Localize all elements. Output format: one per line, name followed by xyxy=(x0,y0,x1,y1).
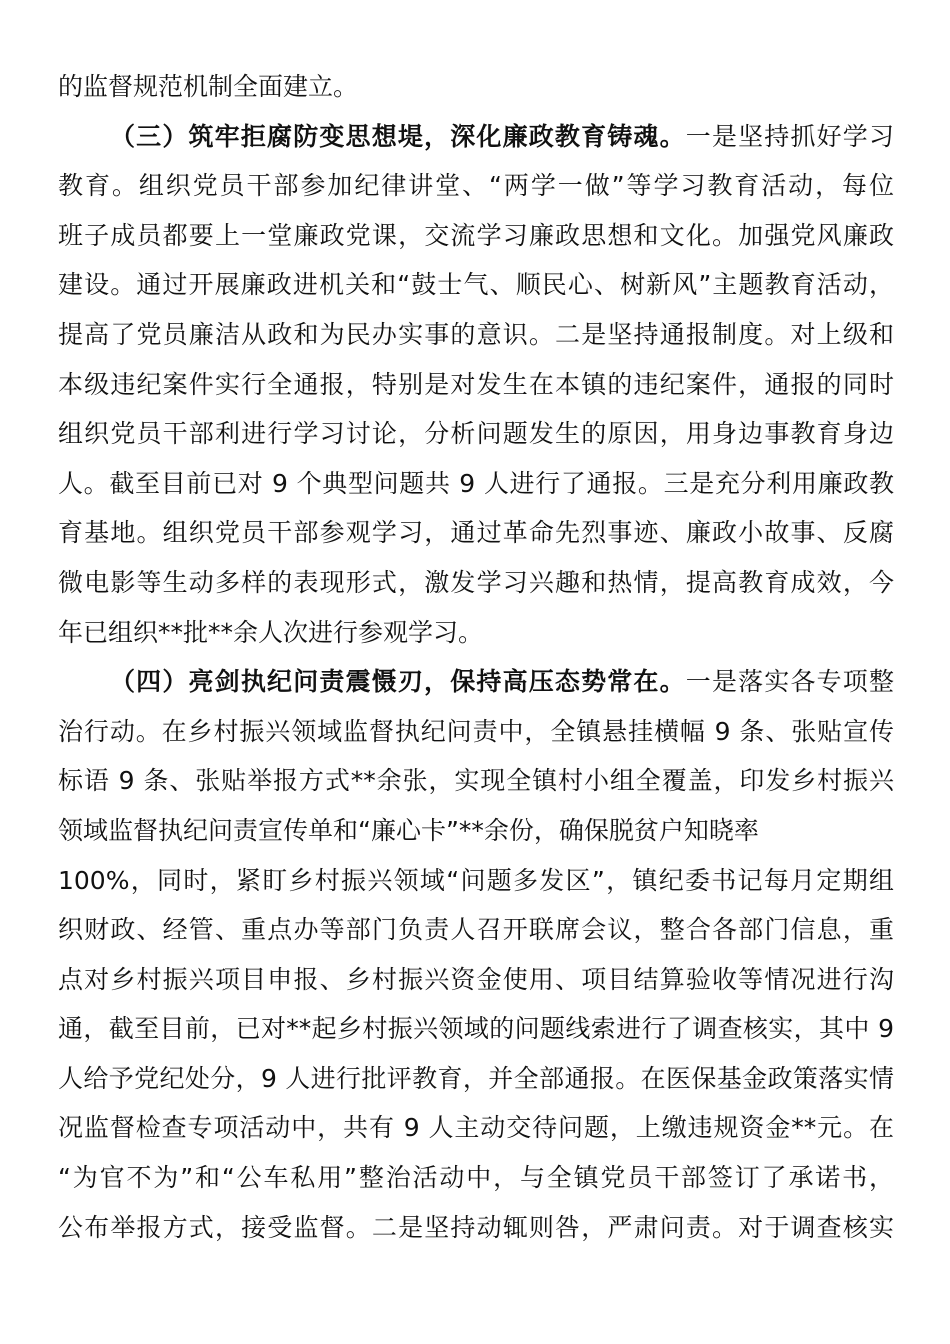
text-run: 一是坚持抓好学习 xyxy=(685,121,894,151)
section-heading-3: （三）筑牢拒腐防变思想堤，深化廉政教育铸魂。 xyxy=(110,121,686,151)
paragraph-first-line xyxy=(58,112,894,162)
text-line: 教育。组织党员干部参加纪律讲堂、“两学一做”等学习教育活动，每位 xyxy=(58,171,894,201)
text-line: 点对乡村振兴项目申报、乡村振兴资金使用、项目结算验收等情况进行沟 xyxy=(58,964,894,994)
text-line: 建设。通过开展廉政进机关和“鼓士气、顺民心、树新风”主题教育活动， xyxy=(58,270,894,300)
text-line: 年已组织**批**余人次进行参观学习。 xyxy=(58,617,484,647)
text-line: 治行动。在乡村振兴领域监督执纪问责中，全镇悬挂横幅 9 条、张贴宣传 xyxy=(58,716,894,746)
text-line: “为官不为”和“公车私用”整治活动中，与全镇党员干部签订了承诺书， xyxy=(58,1163,894,1193)
text-run: 一是落实各专项整 xyxy=(685,667,894,697)
text-line: 班子成员都要上一堂廉政党课，交流学习廉政思想和文化。加强党风廉政 xyxy=(58,220,894,250)
text-line: 织财政、经管、重点办等部门负责人召开联席会议，整合各部门信息，重 xyxy=(58,915,894,945)
text-line: 人。截至目前已对 9 个典型问题共 9 人进行了通报。三是充分利用廉政教 xyxy=(58,468,894,498)
text-line: 提高了党员廉洁从政和为民办实事的意识。二是坚持通报制度。对上级和 xyxy=(58,319,894,349)
text-line: 微电影等生动多样的表现形式，激发学习兴趣和热情，提高教育成效，今 xyxy=(58,567,894,597)
text-line: 人给予党纪处分，9 人进行批评教育，并全部通报。在医保基金政策落实情 xyxy=(58,1063,894,1093)
document-page xyxy=(58,62,894,1252)
text-line: 况监督检查专项活动中，共有 9 人主动交待问题，上缴违规资金**元。在 xyxy=(58,1113,894,1143)
text-line: 组织党员干部利进行学习讨论，分析问题发生的原因，用身边事教育身边 xyxy=(58,419,894,449)
text-line: 100%，同时，紧盯乡村振兴领域“问题多发区”，镇纪委书记每月定期组 xyxy=(58,865,894,895)
text-line: 领域监督执纪问责宣传单和“廉心卡”**余份，确保脱贫户知晓率 xyxy=(58,815,759,845)
section-heading-4: （四）亮剑执纪问责震慑刃，保持高压态势常在。 xyxy=(110,667,686,697)
text-line: 通，截至目前，已对**起乡村振兴领域的问题线索进行了调查核实，其中 9 xyxy=(58,1014,894,1044)
text-line: 公布举报方式，接受监督。二是坚持动辄则咎，严肃问责。对于调查核实 xyxy=(58,1212,894,1242)
text-line: 本级违纪案件实行全通报，特别是对发生在本镇的违纪案件，通报的同时 xyxy=(58,369,894,399)
paragraph-first-line xyxy=(58,657,894,707)
text-line: 的监督规范机制全面建立。 xyxy=(58,72,359,101)
text-line: 标语 9 条、张贴举报方式**余张，实现全镇村小组全覆盖，印发乡村振兴 xyxy=(58,766,894,796)
text-line: 育基地。组织党员干部参观学习，通过革命先烈事迹、廉政小故事、反腐 xyxy=(58,518,894,548)
